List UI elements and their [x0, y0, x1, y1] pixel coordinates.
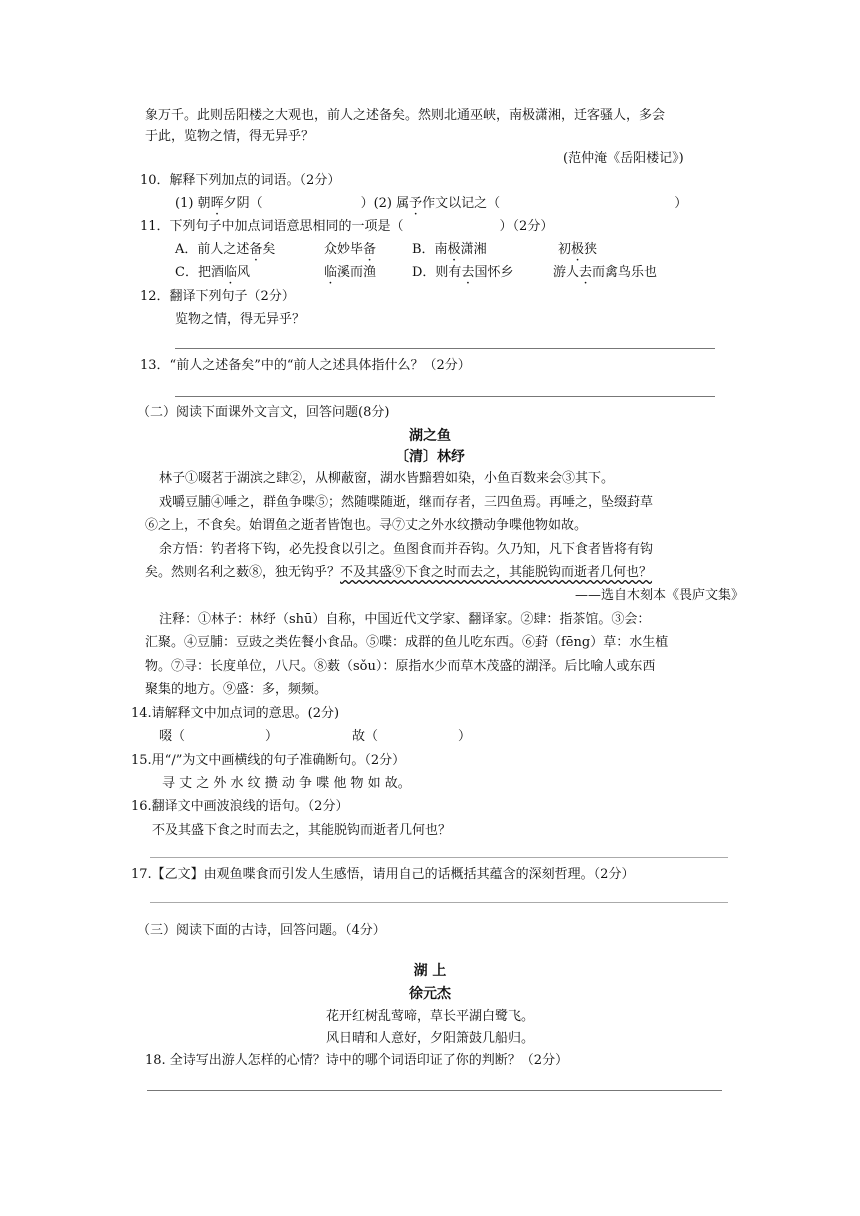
option-b-second — [558, 241, 597, 259]
opt-text: 国怀乡 — [474, 265, 514, 280]
opt-text: 溪而渔 — [337, 265, 377, 280]
dotted-word: 备 — [363, 242, 377, 257]
passage-source: ——选自木刻本《畏庐文集》 — [575, 588, 745, 603]
dotted-word: 备 — [249, 242, 263, 257]
item-text: 夕阴（ — [223, 196, 263, 211]
item-text: ）(2) 属 — [360, 196, 410, 211]
opt-text: C．把酒 — [175, 265, 224, 280]
answer-line[interactable] — [150, 857, 728, 858]
opt-text: 众妙毕 — [324, 242, 364, 257]
passage-line: 于此，览物之情，得无异乎？ — [145, 129, 315, 144]
question-14-stem: 14.请解释文中加点词的意思。(2分) — [131, 706, 340, 721]
poem-author: 徐元杰 — [409, 986, 451, 1002]
item-text: (1) 朝 — [175, 196, 211, 211]
item-text: 作文以记之（ — [422, 196, 501, 211]
stem-text: 11．下列句子中加点词语意思相同的一项是（ — [140, 219, 404, 234]
section-heading: （二）阅读下面课外文言文，回答问题(8分) — [137, 405, 390, 420]
dotted-word: 临 — [324, 265, 338, 280]
plain-text: 矣。然则名利之薮⑧，独无钩乎？ — [145, 565, 341, 580]
opt-text: 初 — [558, 242, 572, 257]
question-18-stem: 18. 全诗写出游人怎样的心情？诗中的哪个词语印证了你的判断？（2分） — [145, 1053, 569, 1068]
opt-text: 潇湘 — [460, 242, 487, 257]
opt-text: 风 — [236, 265, 250, 280]
opt-text: 游人 — [553, 265, 580, 280]
stem-text: ）（2分） — [499, 219, 554, 234]
question-11-stem — [140, 218, 553, 236]
passage-title: 湖之鱼 — [409, 428, 451, 444]
option-b — [412, 241, 487, 259]
note-line: 聚集的地方。⑨盛：多，频频。 — [145, 682, 328, 697]
passage-source: (范仲淹《岳阳楼记》) — [563, 151, 684, 166]
opt-text: 而禽鸟乐也 — [592, 265, 658, 280]
answer-line[interactable] — [175, 396, 715, 397]
question-16-text: 不及其盛下食之时而去之，其能脱钩而逝者几何也？ — [152, 823, 452, 838]
poem-line: 风日晴和人意好，夕阳箫鼓几船归。 — [325, 1031, 534, 1046]
dotted-word: 晖 — [210, 196, 224, 211]
wavy-underlined-sentence: 不及其盛⑨下食之时而去之，其能脱钩而逝者几何也？ — [340, 565, 653, 580]
question-17-stem: 17.【乙文】由观鱼喋食而引发人生感悟，请用自己的话概括其蕴含的深刻哲理。（2分） — [131, 867, 635, 882]
item-text: ） — [265, 729, 279, 744]
option-d-second — [553, 264, 657, 282]
option-d — [412, 264, 513, 282]
poem-title: 湖 上 — [413, 963, 447, 979]
option-c-second — [324, 264, 376, 282]
question-12-stem: 12．翻译下列句子（2分） — [140, 289, 295, 304]
passage-author: 〔清〕林纾 — [395, 449, 465, 465]
dotted-word: 极 — [447, 242, 461, 257]
question-14-items — [159, 728, 278, 746]
dotted-word: 予 — [409, 196, 423, 211]
answer-line[interactable] — [147, 1090, 722, 1091]
dotted-word: 临 — [223, 265, 237, 280]
poem-line: 花开红树乱莺啼，草长平湖白鹭飞。 — [325, 1009, 534, 1024]
passage-line: 余方悟：钓者将下钩，必先投食以引之。鱼图食而并吞钩。久乃知，凡下食者皆将有钩 — [159, 542, 654, 557]
answer-line[interactable] — [175, 348, 715, 349]
answer-line[interactable] — [150, 902, 728, 903]
option-a-second — [324, 241, 376, 259]
opt-text: B．南 — [412, 242, 448, 257]
question-15-text: 寻 丈 之 外 水 纹 攒 动 争 喋 他 物 如 故。 — [162, 776, 411, 791]
question-10-items — [175, 195, 687, 213]
question-13-stem: 13．“前人之述备矣”中的“前人之述具体指什么？（2分） — [140, 358, 471, 373]
note-line: 汇聚。④豆脯：豆豉之类佐餐小食品。⑤喋：成群的鱼儿吃东西。⑥葑（fēng）草：水生植 — [145, 635, 669, 650]
opt-text: 狭 — [584, 242, 598, 257]
passage-line: 象万千。此则岳阳楼之大观也，前人之述备矣。然则北通巫峡，南极潇湘，迁客骚人，多会 — [145, 108, 666, 123]
item-text: ） — [458, 729, 472, 744]
question-16-stem: 16.翻译文中画波浪线的语句。（2分） — [131, 799, 349, 814]
dotted-word: 极 — [571, 242, 585, 257]
question-15-stem: 15.用“/”为文中画横线的句子准确断句。（2分） — [131, 753, 406, 768]
question-10-stem: 10．解释下列加点的词语。（2分） — [140, 173, 341, 188]
question-14-items-b — [352, 728, 471, 746]
opt-text: D．则有 — [412, 265, 462, 280]
dotted-word: 去 — [461, 265, 475, 280]
item-text: 故（ — [352, 729, 379, 744]
note-line: 物。⑦寻：长度单位，八尺。⑧薮（sǒu）：原指水少而草木茂盛的湖泽。后比喻人或东西 — [145, 659, 656, 674]
opt-text: 矣 — [262, 242, 276, 257]
item-text: ） — [674, 196, 688, 211]
passage-line: 戏嚼豆脯④唾之，群鱼争喋⑤；然随喋随逝，继而存者，三四鱼焉。再唾之，坠缀葑草 — [159, 495, 654, 510]
note-line: 注释：①林子：林纾（shū）自称，中国近代文学家、翻译家。②肆：指茶馆。③会： — [159, 612, 651, 627]
option-c — [175, 264, 250, 282]
opt-text: A．前人之述 — [175, 242, 250, 257]
question-12-sentence: 览物之情，得无异乎？ — [175, 312, 306, 327]
passage-line: 林子①啜茗于湖滨之肆②，从柳蔽窗，湖水皆黯碧如染，小鱼百数来会③其下。 — [159, 471, 615, 486]
passage-line — [145, 564, 652, 582]
dotted-word: 去 — [579, 265, 593, 280]
section-heading: （三）阅读下面的古诗，回答问题。（4分） — [137, 923, 386, 938]
option-a — [175, 241, 275, 259]
passage-line: ⑥之上，不食矣。始谓鱼之逝者皆饱也。寻⑦丈之外水纹攒动争喋他物如故。 — [145, 518, 588, 533]
item-text: 啜（ — [159, 729, 186, 744]
